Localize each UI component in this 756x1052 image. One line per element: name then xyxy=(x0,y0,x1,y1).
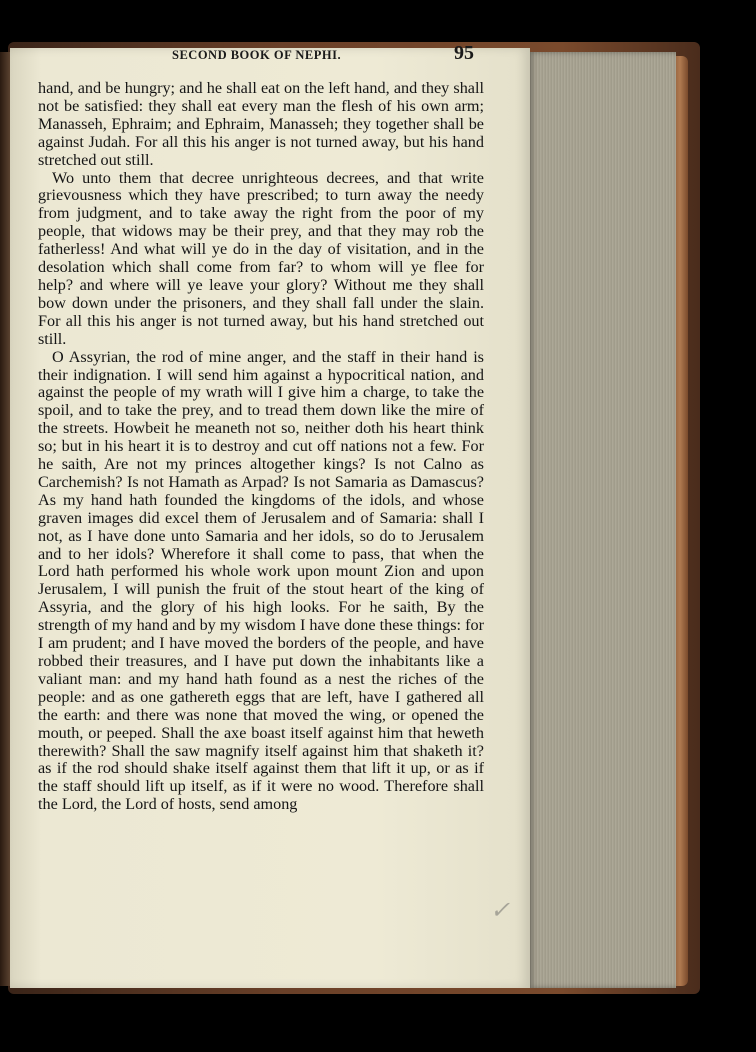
paragraph: Wo unto them that decree unrighteous decrees, and that write grievousness which they have prescribed; to turn away the needy from judgment, and to take away the right from the poor of my people, that widows may be their prey, and that they may rob the fatherless! And what will ye do in the day of visitation, and in the desolation which shall come from far? to whom will ye flee for help? and where will ye leave your glory? Without me they shall bow down under the prisoners, and they shall fall under the slain. For all this his anger is not turned away, but his hand stretched out still. xyxy=(38,168,484,348)
paragraph: O Assyrian, the rod of mine anger, and the staff in their hand is their indignation. I will send him against a hypocritical nation, and against the people of my wrath will I give him a charge, to take the spoil, and to take the prey, and to tread them down like the mire of the streets. Howbeit he meaneth not so, neither doth his heart think so; but in his heart it is to destroy and cut off nations not a few. For he saith, Are not my princes altogether kings? Is not Calno as Carchemish? Is not Hamath as Arpad? Is not Samaria as Damascus? As my hand hath founded the kingdoms of the idols, and whose graven images did excel them of Jerusalem and of Samaria: shall I not, as I have done unto Samaria and her idols, so do to Jerusalem and to her idols? Wherefore it shall come to pass, that when the Lord hath performed his whole work upon mount Zion and upon Jerusalem, I will punish the fruit of the stout heart of the king of Assyria, and the glory of his high looks. For he saith, By the strength of my hand and by my wisdom I have done these things: for I am prudent; and I have moved the borders of the people, and have robbed their treasures, and I have put down the inhabitants like a valiant man: and my hand hath found as a nest the riches of the people: and as one gathereth eggs that are left, have I gathered all the earth: and there was none that moved the wing, or opened the mouth, or peeped. Shall the axe boast itself against him that heweth therewith? Shall the saw magnify itself against him that shaketh it? as if the rod should shake itself against them that lift it up, or as if the staff should lift up itself, as if it were no wood. Therefore shall the Lord, the Lord of hosts, send among xyxy=(38,347,484,814)
body-text xyxy=(38,80,484,814)
running-head: SECOND BOOK OF NEPHI. xyxy=(172,48,342,62)
page-number: 95 xyxy=(454,42,474,64)
spine-gutter xyxy=(0,52,10,986)
pencil-mark: ✓ xyxy=(490,898,511,924)
paragraph: hand, and be hungry; and he shall eat on the left hand, and they shall not be satisfied: they shall eat every man the flesh of his own arm; Manasseh, Ephraim; and Ephraim, Manasseh; they together shall be against Judah. For all this his anger is not turned away, but his hand stretched out still. xyxy=(38,79,484,169)
page-header xyxy=(150,42,490,72)
page-edges xyxy=(528,52,676,988)
